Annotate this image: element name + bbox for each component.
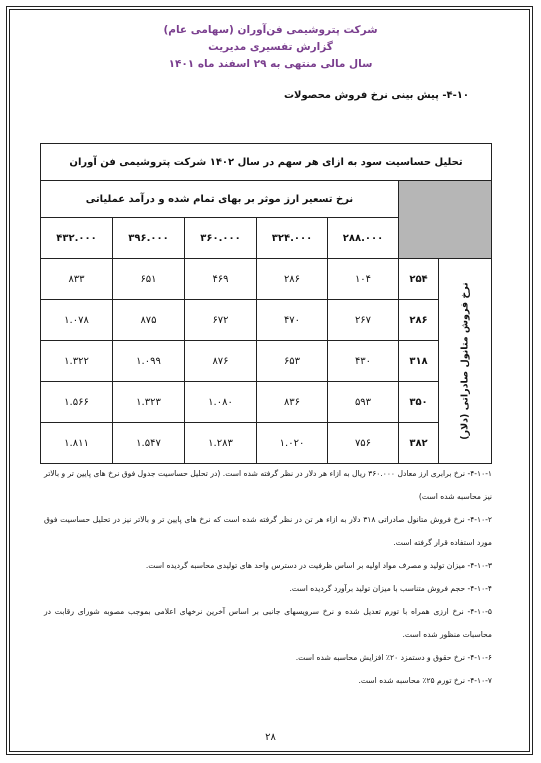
table-cell: ۸۷۵ — [113, 300, 185, 341]
table-corner-cell — [399, 181, 492, 259]
sensitivity-table — [40, 143, 492, 464]
column-header: ۴۳۲.۰۰۰ — [41, 218, 113, 259]
note-item: ۴-۱۰-۶- نرخ حقوق و دستمزد ۲۰٪ افزایش محاسبه شده است. — [295, 653, 492, 662]
table-cell: ۱.۲۸۳ — [185, 423, 257, 464]
table-cell: ۶۵۳ — [257, 341, 328, 382]
table-cell: ۱.۰۷۸ — [41, 300, 113, 341]
table-cell: ۸۷۶ — [185, 341, 257, 382]
report-period: سال مالی منتهی به ۲۹ اسفند ماه ۱۴۰۱ — [168, 58, 373, 70]
table-row — [41, 259, 492, 300]
table-row — [41, 300, 492, 341]
table-caption: تحلیل حساسیت سود به ازای هر سهم در سال ۱۴۰۲ شرکت پتروشیمی فن آوران — [41, 144, 492, 181]
table-cell: ۴۶۹ — [185, 259, 257, 300]
table-cell: ۶۵۱ — [113, 259, 185, 300]
table-cell: ۴۳۰ — [328, 341, 399, 382]
assumption-notes — [44, 462, 492, 692]
row-group-header: نرخ فروش متانول صادراتی (دلار) — [439, 259, 492, 464]
table-row — [41, 341, 492, 382]
table-cell: ۱.۳۲۳ — [113, 382, 185, 423]
table-cell: ۱.۵۶۶ — [41, 382, 113, 423]
note-item: ۴-۱۰-۲- نرخ فروش متانول صادراتی ۳۱۸ دلار به ازاء هر تن در نظر گرفته شده است که نرخ های پایین تر و بالاتر نیز در تحلیل حساسیت فوق مورد استفاده قرار گرفته است. — [44, 515, 492, 547]
table-row — [41, 382, 492, 423]
table-row — [41, 423, 492, 464]
table-cell: ۷۵۶ — [328, 423, 399, 464]
table-cell: ۸۳۳ — [41, 259, 113, 300]
company-name: شرکت پتروشیمی فن‌آوران (سهامی عام) — [163, 24, 378, 36]
table-cell: ۱.۰۹۹ — [113, 341, 185, 382]
table-cell: ۱.۳۲۲ — [41, 341, 113, 382]
note-item: ۴-۱۰-۴- حجم فروش متناسب با میزان تولید برآورد گردیده است. — [289, 584, 492, 593]
table-cell: ۸۳۶ — [257, 382, 328, 423]
note-item: ۴-۱۰-۷- نرخ تورم ۲۵٪ محاسبه شده است. — [358, 676, 492, 685]
row-header: ۳۵۰ — [399, 382, 439, 423]
note-item: ۴-۱۰-۳- میزان تولید و مصرف مواد اولیه بر اساس ظرفیت در دسترس واحد های تولیدی محاسبه گردیده است. — [145, 561, 492, 570]
table-cell: ۲۸۶ — [257, 259, 328, 300]
column-header: ۳۶۰.۰۰۰ — [185, 218, 257, 259]
column-header: ۳۲۴.۰۰۰ — [257, 218, 328, 259]
report-title: گزارش تفسیری مدیریت — [208, 41, 333, 53]
row-header: ۳۸۲ — [399, 423, 439, 464]
table-cell: ۱.۵۴۷ — [113, 423, 185, 464]
row-header: ۲۵۴ — [399, 259, 439, 300]
row-header: ۲۸۶ — [399, 300, 439, 341]
table-cell: ۵۹۳ — [328, 382, 399, 423]
table-cell: ۴۷۰ — [257, 300, 328, 341]
table-cell: ۱.۰۲۰ — [257, 423, 328, 464]
note-item: ۴-۱۰-۵- نرخ ارزی همراه با تورم تعدیل شده و نرخ سرویسهای جانبی بر اساس آخرین نرخهای اعلامی بموجب مصوبه شورای رقابت در محاسبات منظور شده است. — [44, 607, 492, 639]
column-header: ۳۹۶.۰۰۰ — [113, 218, 185, 259]
page-number: ۲۸ — [265, 732, 276, 743]
table-cell: ۱.۸۱۱ — [41, 423, 113, 464]
note-item: ۴-۱۰-۱- نرخ برابری ارز معادل ۳۶۰.۰۰۰ ریال به ازاء هر دلار در نظر گرفته شده است. (در تحلیل حساسیت جدول فوق نرخ های پایین تر و بالاتر نیز محاسبه شده است) — [44, 469, 493, 501]
table-cell: ۲۶۷ — [328, 300, 399, 341]
section-title: ۴-۱۰- پیش بینی نرخ فروش محصولات — [283, 90, 469, 101]
table-cell: ۶۷۲ — [185, 300, 257, 341]
column-group-header: نرخ تسعیر ارز موثر بر بهای تمام شده و درآمد عملیاتی — [41, 181, 399, 218]
table-cell: ۱۰۴ — [328, 259, 399, 300]
row-header: ۳۱۸ — [399, 341, 439, 382]
table-cell: ۱.۰۸۰ — [185, 382, 257, 423]
column-header: ۲۸۸.۰۰۰ — [328, 218, 399, 259]
